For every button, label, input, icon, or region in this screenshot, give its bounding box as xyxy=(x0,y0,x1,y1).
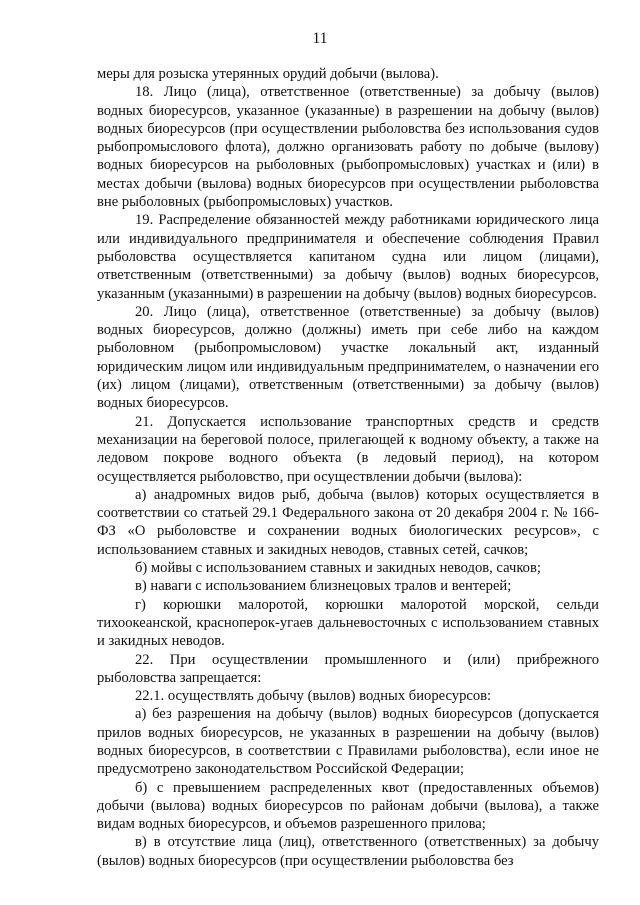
list-item: в) наваги с использованием близнецовых тралов и вентерей; xyxy=(135,578,512,595)
list-item: а) без разрешения на добычу (вылов) водных биоресурсов (допускается прилов водных биоресурсов, не указанных в разрешении на добычу (вылов) водных биоресурсов, в соответствии с Правилами рыболовства), если иное не предусмотрено законодательством Российской Федерации; xyxy=(97,706,599,778)
paragraph: 21. Допускается использование транспортных средств и средств механизации на береговой полосе, прилегающей к водному объекту, а также на ледовом покрове водного объекта (в ледовый период), на котором осуществляется рыболовство, при осуществлении добычи (вылова): xyxy=(97,413,599,485)
subsection-heading: 22.1. осуществлять добычу (вылов) водных биоресурсов: xyxy=(135,688,492,705)
list-item: а) анадромных видов рыб, добыча (вылов) которых осуществляется в соответствии со статьей 29.1 Федерального закона от 20 декабря 2004 г. № 166-ФЗ «О рыболовстве и сохранении водных биологических ресурсов», с использованием ставных и закидных неводов, ставных сетей, сачков; xyxy=(97,486,599,558)
list-item: б) с превышением распределенных квот (предоставленных объемов) добычи (вылова) водных биоресурсов по районам добычи (вылова), а также видам водных биоресурсов, и объемов разрешенного прилова; xyxy=(97,779,599,833)
paragraph: 18. Лицо (лица), ответственное (ответственные) за добычу (вылов) водных биоресурсов, указанное (указанные) в разрешении на добычу (вылов) водных биоресурсов (при осуществлении рыболовства без использования судов рыбопромыслового флота), должно организовать работу по добыче (вылову) водных биоресурсов на рыболовных (рыбопромысловых) участках и (или) в местах добычи (вылова) водных биоресурсов при осуществлении рыболовства вне рыболовных (рыбопромысловых) участков. xyxy=(97,84,599,211)
paragraph: 19. Распределение обязанностей между работниками юридического лица или индивидуального предпринимателя и обеспечение соблюдения Правил рыболовства осуществляется капитаном судна или лицом (лицами), ответственным (ответственными) за добычу (вылов) водных биоресурсов, указанным (указанными) в разрешении на добычу (вылов) водных биоресурсов. xyxy=(97,212,599,302)
paragraph: 20. Лицо (лица), ответственное (ответственные) за добычу (вылов) водных биоресурсов, должно (должны) иметь при себе либо на каждом рыболовном (рыбопромысловом) участке локальный акт, изданный юридическим лицом или индивидуальным предпринимателем, о назначении его (их) лицом (лицами), ответственным (ответственными) за добычу (вылов) водных биоресурсов. xyxy=(97,303,599,412)
list-item: б) мойвы с использованием ставных и закидных неводов, сачков; xyxy=(135,560,541,577)
paragraph: 22. При осуществлении промышленного и (или) прибрежного рыболовства запрещается: xyxy=(97,651,599,686)
document-body xyxy=(97,65,599,870)
list-item: г) корюшки малоротой, корюшки малоротой морской, сельди тихоокеанской, красноперок-угаев дальневосточных с использованием ставных и закидных неводов. xyxy=(97,596,599,650)
page-number: 11 xyxy=(312,30,328,47)
paragraph: меры для розыска утерянных орудий добычи (вылова). xyxy=(97,66,439,82)
list-item: в) в отсутствие лица (лиц), ответственного (ответственных) за добычу (вылов) водных биоресурсов (при осуществлении рыболовства без xyxy=(97,834,599,869)
